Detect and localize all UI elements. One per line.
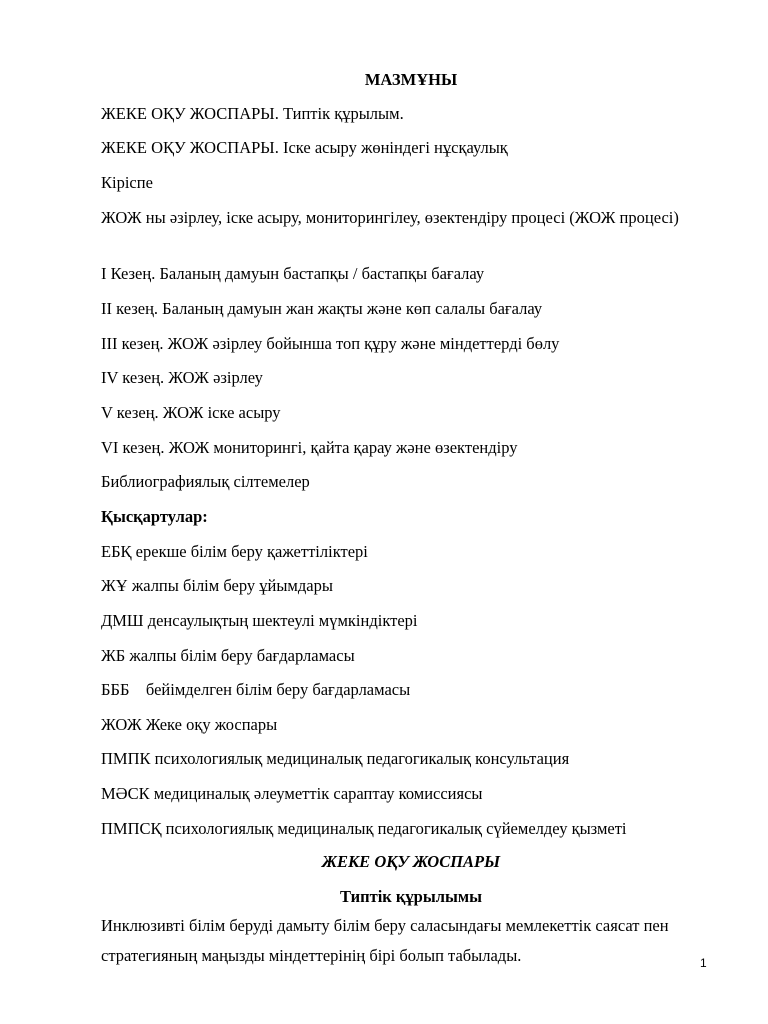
abbreviation-item: ДМШ денсаулықтың шектеулі мүмкіндіктері [101, 611, 418, 630]
abbreviation-item: ЖОЖ Жеке оқу жоспары [101, 715, 278, 734]
toc-item: І Кезең. Баланың дамуын бастапқы / бастапқы бағалау [101, 264, 485, 283]
toc-item: ІІІ кезең. ЖОЖ әзірлеу бойынша топ құру және міндеттерді бөлу [101, 334, 560, 353]
toc-item: Кіріспе [101, 173, 153, 192]
toc-item: ЖЕКЕ ОҚУ ЖОСПАРЫ. Іске асыру жөніндегі нұсқаулық [101, 138, 508, 157]
abbreviation-item: ЕБҚ ерекше білім беру қажеттіліктері [101, 542, 368, 561]
toc-item: Библиографиялық сілтемелер [101, 472, 310, 491]
abbreviation-item: ПМПК психологиялық медициналық педагогикалық консультация [101, 749, 570, 768]
toc-item: VІ кезең. ЖОЖ мониторингі, қайта қарау және өзектендіру [101, 438, 518, 457]
page-number: 1 [700, 956, 707, 970]
toc-item: ІV кезең. ЖОЖ әзірлеу [101, 368, 263, 387]
toc-item: ІІ кезең. Баланың дамуын жан жақты және көп салалы бағалау [101, 299, 543, 318]
section-subtitle: Типтік құрылымы [339, 887, 482, 906]
toc-item: ЖЕКЕ ОҚУ ЖОСПАРЫ. Типтік құрылым. [101, 104, 404, 123]
abbreviation-item: ЖҰ жалпы білім беру ұйымдары [101, 576, 333, 595]
abbreviation-item: ПМПСҚ психологиялық медициналық педагогикалық сүйемелдеу қызметі [101, 819, 627, 838]
toc-title: МАЗМҰНЫ [364, 70, 458, 89]
abbreviation-item: ЖБ жалпы білім беру бағдарламасы [101, 646, 355, 665]
paragraph-line: стратегияның маңызды міндеттерінің бірі болып табылады. [101, 946, 522, 965]
abbreviation-item: БББ бейімделген білім беру бағдарламасы [101, 680, 411, 699]
toc-item: ЖОЖ ны әзірлеу, іске асыру, мониторингілеу, өзектендіру процесі (ЖОЖ процесі) [101, 208, 679, 227]
abbreviations-heading: Қысқартулар: [101, 507, 208, 526]
section-title: ЖЕКЕ ОҚУ ЖОСПАРЫ [321, 852, 501, 871]
abbreviation-item: МӘСК медициналық әлеуметтік сараптау комиссиясы [101, 784, 483, 803]
toc-item: V кезең. ЖОЖ іске асыру [101, 403, 281, 422]
paragraph-line: Инклюзивті білім беруді дамыту білім беру саласындағы мемлекеттік саясат пен [101, 916, 669, 935]
